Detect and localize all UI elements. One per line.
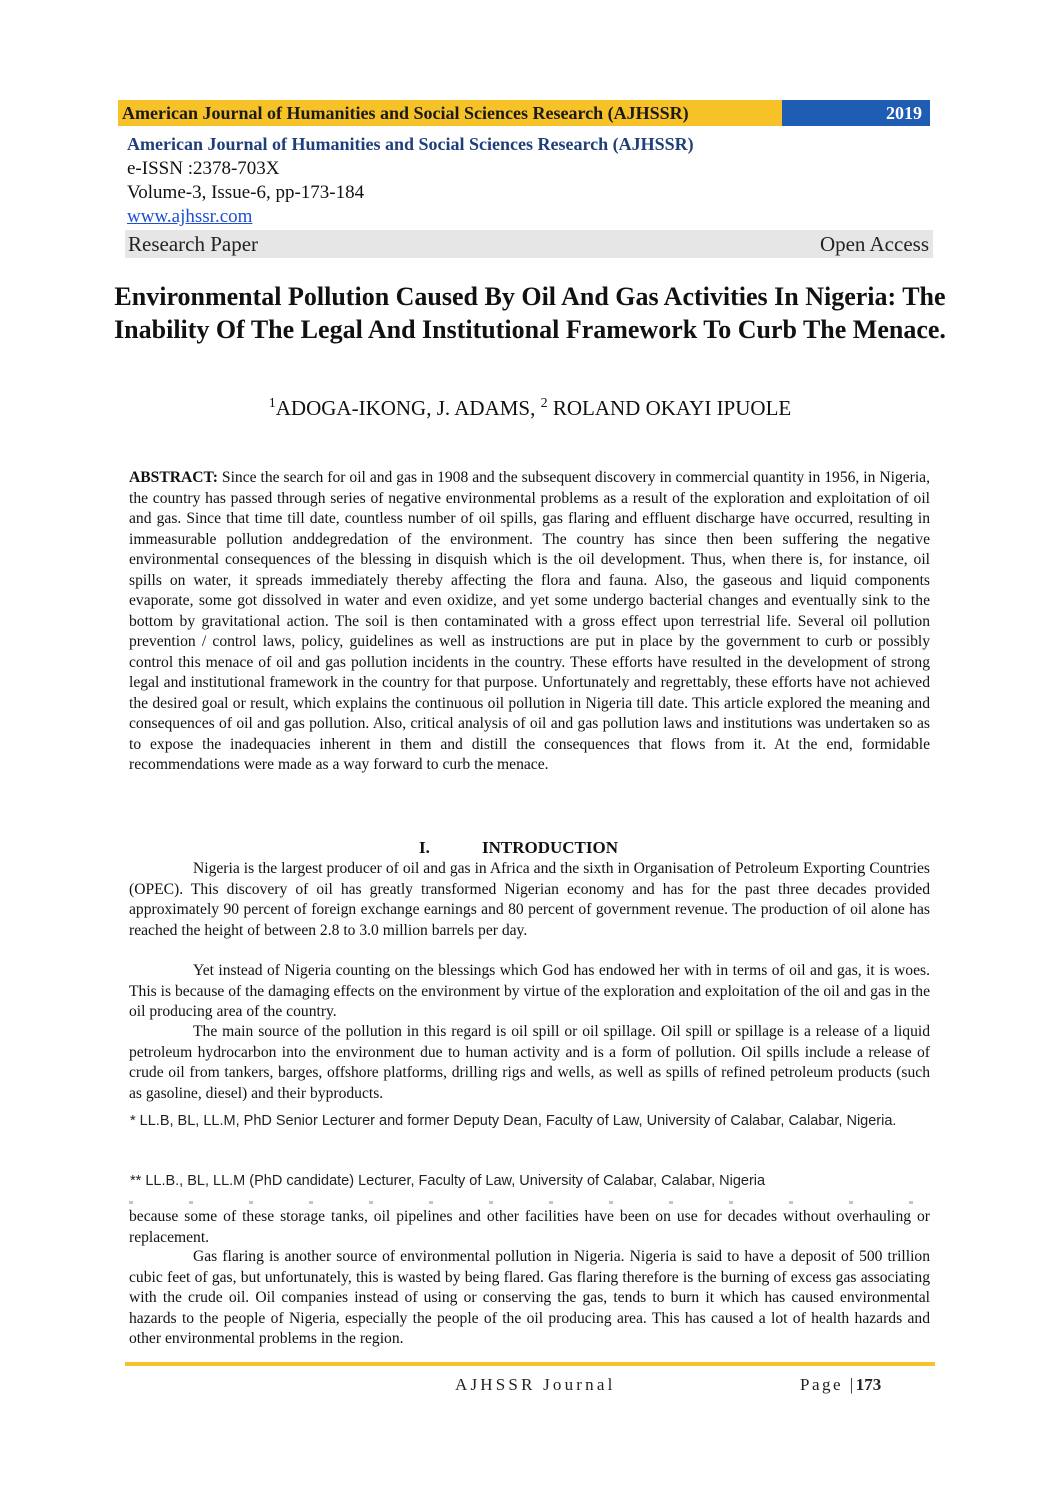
- paper-title: Environmental Pollution Caused By Oil And Gas Activities In Nigeria: The Inability Of The Legal And Institutional Framework To Curb The Menace.: [114, 282, 946, 344]
- body-paragraph: Gas flaring is another source of environmental pollution in Nigeria. Nigeria is said to have a deposit of 500 trillion cubic feet of gas, but unfortunately, this is wasted by being flared. Gas flaring therefore is the burning of excess gas associating with the crude oil. Oil companies instead of using or conserving the gas, tends to burn it which has caused environmental hazards to the people of Nigeria, especially the people of the oil producing area. This has caused a lot of health hazards and other environmental problems in the region.: [129, 1248, 930, 1347]
- author-2-marker: 2: [540, 396, 548, 411]
- intro-paragraph: Nigeria is the largest producer of oil and gas in Africa and the sixth in Organisation of Petroleum Exporting Countries (OPEC). This discovery of oil has greatly transformed Nigerian economy and has for the past three decades provided approximately 90 percent of foreign exchange earnings and 80 percent of government revenue. The production of oil alone has reached the height of between 2.8 to 3.0 million barrels per day.: [129, 860, 930, 939]
- intro-paragraph: The main source of the pollution in this regard is oil spill or oil spillage. Oil spill or spillage is a release of a liquid petroleum hydrocarbon into the environment due to human activity and is a form of pollution. Oil spills include a release of crude oil from tankers, barges, offshore platforms, drilling rigs and wells, as well as spills of refined petroleum products (such as gasoline, diesel) and their byproducts.: [129, 1023, 930, 1102]
- page-number: 173: [855, 1375, 882, 1394]
- clipped-text-line: [129, 1201, 930, 1204]
- author-1: ADOGA-IKONG, J. ADAMS,: [275, 396, 541, 420]
- volume-issue: Volume-3, Issue-6, pp-173-184: [127, 182, 365, 203]
- access-type: Open Access: [819, 232, 929, 256]
- header-year: 2019: [782, 100, 930, 126]
- abstract-text: Since the search for oil and gas in 1908 and the subsequent discovery in commercial quantity in 1956, in Nigeria, the country has passed through series of negative environmental problems as a result of the exploration and exploitation of oil and gas. Since that time till date, countless number of oil spills, gas flaring and effluent discharge have occurred, resulting in immeasurable pollution anddegredation of the environment. The country has since then been suffering the negative environmental consequences of the blessing in disquish which is the oil development. Thus, when there is, for instance, oil spills on water, it spreads immediately thereby affecting the flora and fauna. Also, the gaseous and liquid components evaporate, some got dissolved in water and even oxidize, and yet some undergo bacterial changes and eventually sink to the bottom by gravitational action. The soil is then contaminated with a gross effect upon terrestrial life. Several oil pollution prevention / control laws, policy, guidelines as well as instructions are put in place by the government to curb or possibly control this menace of oil and gas pollution incidents in the country. These efforts have resulted in the development of strong legal and institutional framework in the country for that purpose. Unfortunately and regrettably, these efforts have not achieved the desired goal or result, which explains the continuous oil pollution in Nigeria till date. This article explored the meaning and consequences of oil and gas pollution. Also, critical analysis of oil and gas pollution laws and institutions was undertaken so as to expose the inadequacies inherent in them and distill the consequences that flows from it. At the end, formidable recommendations were made as a way forward to curb the menace.: [129, 469, 930, 773]
- abstract-label: ABSTRACT:: [129, 469, 218, 486]
- paper-type-bar: [125, 230, 933, 258]
- footer-rule: [125, 1362, 935, 1366]
- footer-journal: AJHSSR Journal: [455, 1375, 616, 1394]
- running-header: [118, 100, 930, 126]
- authors: [100, 396, 960, 421]
- footer-page: [800, 1375, 881, 1395]
- author-2: ROLAND OKAYI IPUOLE: [547, 396, 792, 420]
- issn: e-ISSN :2378-703X: [127, 158, 280, 179]
- paper-type: Research Paper: [128, 232, 259, 256]
- section-title: INTRODUCTION: [482, 838, 619, 857]
- abstract: [129, 468, 930, 776]
- journal-url-link[interactable]: www.ajhssr.com: [127, 206, 253, 227]
- body-paragraph: because some of these storage tanks, oil pipelines and other facilities have been on use for decades without overhauling or replacement.: [129, 1208, 930, 1246]
- footnote-2: ** LL.B., BL, LL.M (PhD candidate) Lecturer, Faculty of Law, University of Calabar, Calabar, Nigeria: [130, 1173, 766, 1189]
- author-1-marker: 1: [268, 396, 276, 411]
- journal-name: American Journal of Humanities and Social Sciences Research (AJHSSR): [127, 134, 694, 154]
- header-journal-name: American Journal of Humanities and Social Sciences Research (AJHSSR): [118, 100, 782, 126]
- intro-paragraph: Yet instead of Nigeria counting on the blessings which God has endowed her with in terms of oil and gas, it is woes. This is because of the damaging effects on the environment by virtue of the exploration and exploitation of the oil and gas in the oil producing area of the country.: [129, 962, 930, 1020]
- section-number: I.: [419, 838, 430, 857]
- footnote-1: * LL.B, BL, LL.M, PhD Senior Lecturer and former Deputy Dean, Faculty of Law, University of Calabar, Calabar, Nigeria.: [130, 1113, 897, 1129]
- page-label: Page |: [800, 1375, 856, 1394]
